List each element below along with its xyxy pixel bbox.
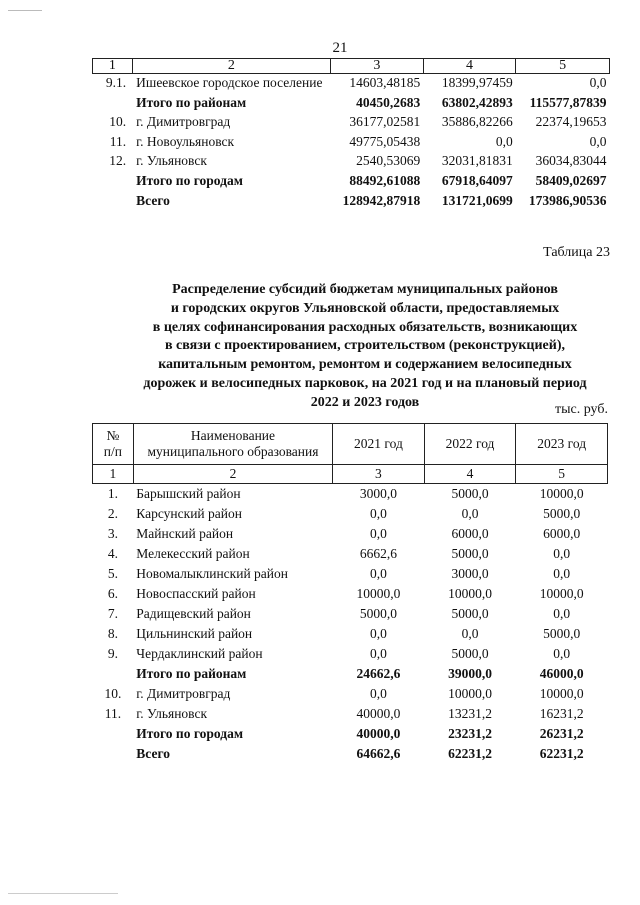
value-col4: 67918,64097 — [441, 172, 513, 188]
title-line: капитальным ремонтом, ремонтом и содержанием велосипедных — [158, 357, 572, 373]
header-name-cell — [133, 424, 332, 465]
value-2021: 6662,6 — [359, 546, 397, 561]
value-2023: 10000,0 — [539, 486, 584, 501]
value-col3: 36177,02581 — [349, 114, 421, 130]
value-col5: 58409,02697 — [535, 172, 607, 188]
row-number: 11. — [109, 133, 127, 149]
table-row — [93, 564, 608, 584]
row-number: 3. — [107, 526, 118, 541]
row-number: 10. — [109, 114, 127, 130]
table-row — [93, 644, 608, 664]
table-header-row — [93, 424, 608, 465]
table-row — [93, 724, 608, 744]
table-label: Таблица 23 — [543, 245, 610, 260]
row-name: Итого по районам — [136, 666, 247, 681]
scan-artifact-top — [8, 10, 42, 11]
row-name: Ишеевское городское поселение — [136, 75, 323, 90]
value-col5: 0,0 — [589, 133, 607, 149]
value-2023: 16231,2 — [539, 706, 584, 721]
header-year-2023: 2023 год — [516, 424, 608, 465]
value-2022: 0,0 — [461, 626, 479, 641]
value-2022: 6000,0 — [451, 526, 489, 541]
table-title — [60, 281, 640, 413]
table-row — [93, 504, 608, 524]
value-2021: 40000,0 — [356, 706, 401, 721]
row-number: 12. — [109, 153, 127, 169]
value-2021: 64662,6 — [356, 746, 401, 761]
table-row — [93, 684, 608, 704]
value-2021: 3000,0 — [359, 486, 397, 501]
table-row — [93, 744, 608, 764]
row-number: 10. — [104, 686, 122, 701]
index-cell: 3 — [333, 465, 425, 484]
value-2022: 3000,0 — [451, 566, 489, 581]
header-name-line1: Наименование — [190, 428, 276, 443]
table-row — [93, 584, 608, 604]
value-col4: 63802,42893 — [441, 94, 513, 110]
row-number: 7. — [107, 606, 118, 621]
value-2023: 62231,2 — [539, 746, 584, 761]
row-name: г. Новоульяновск — [136, 133, 235, 149]
title-line: 2022 и 2023 годов — [310, 394, 420, 410]
row-name: Майнский район — [136, 526, 234, 541]
value-2023: 0,0 — [553, 646, 571, 661]
index-cell: 5 — [516, 465, 608, 484]
header-cell: 4 — [423, 59, 516, 74]
value-2022: 39000,0 — [448, 666, 492, 681]
row-name: Барышский район — [136, 486, 241, 501]
column-index-row — [93, 465, 608, 484]
value-2023: 10000,0 — [539, 586, 584, 601]
row-number: 11. — [104, 706, 122, 721]
value-2022: 13231,2 — [448, 706, 492, 721]
table-row — [93, 704, 608, 724]
header-num-line2: п/п — [103, 444, 122, 459]
row-name: г. Ульяновск — [136, 153, 207, 169]
value-col3: 2540,53069 — [356, 153, 421, 169]
row-number: 2. — [107, 506, 118, 521]
value-col5: 173986,90536 — [528, 192, 607, 208]
header-cell: 1 — [93, 59, 133, 74]
header-year-2022: 2022 год — [424, 424, 516, 465]
value-2023: 5000,0 — [543, 506, 581, 521]
table-row — [93, 192, 610, 212]
value-col4: 131721,0699 — [441, 192, 513, 208]
value-2022: 5000,0 — [451, 486, 489, 501]
value-2023: 0,0 — [553, 606, 571, 621]
row-number — [93, 664, 134, 684]
row-number: 5. — [107, 566, 118, 581]
value-2023: 6000,0 — [543, 526, 581, 541]
table-row — [93, 172, 610, 192]
row-number: 8. — [107, 626, 118, 641]
index-cell: 2 — [133, 465, 332, 484]
value-2023: 0,0 — [553, 566, 571, 581]
row-name: Итого по городам — [136, 726, 244, 741]
value-col3: 14603,48185 — [349, 75, 421, 90]
value-2021: 0,0 — [369, 646, 387, 661]
value-2022: 10000,0 — [448, 586, 492, 601]
value-col5: 36034,83044 — [535, 153, 607, 169]
header-name-line2: муниципального образования — [147, 444, 319, 459]
value-col3: 40450,2683 — [356, 94, 421, 110]
row-number: 9.1. — [105, 75, 127, 90]
table-row — [93, 484, 608, 505]
header-num-line1: № — [106, 428, 120, 443]
value-2022: 0,0 — [461, 506, 479, 521]
title-line: Распределение субсидий бюджетам муниципальных районов — [172, 282, 558, 297]
row-name: г. Димитровград — [136, 114, 231, 130]
value-2022: 10000,0 — [448, 686, 492, 701]
value-2021: 40000,0 — [356, 726, 401, 741]
row-name: Чердаклинский район — [136, 646, 263, 661]
value-2022: 5000,0 — [451, 646, 489, 661]
row-number — [93, 172, 133, 192]
row-name: г. Ульяновск — [136, 706, 208, 721]
units-label: тыс. руб. — [555, 402, 608, 417]
header-year-2021: 2021 год — [333, 424, 425, 465]
header-num-cell — [93, 424, 134, 465]
value-col5: 0,0 — [589, 75, 607, 90]
table-row — [93, 544, 608, 564]
table-row — [93, 133, 610, 153]
value-col4: 32031,81831 — [441, 153, 513, 169]
row-name: Цильнинский район — [136, 626, 253, 641]
value-2021: 24662,6 — [356, 666, 401, 681]
row-name: Мелекесский район — [136, 546, 250, 561]
row-number: 4. — [107, 546, 118, 561]
table-row — [93, 604, 608, 624]
value-2021: 0,0 — [369, 506, 387, 521]
row-number — [93, 744, 134, 764]
header-cell: 5 — [516, 59, 610, 74]
row-name: Новоспасский район — [136, 586, 256, 601]
value-2023: 10000,0 — [539, 686, 584, 701]
value-2023: 0,0 — [553, 546, 571, 561]
row-name: Итого по районам — [136, 94, 247, 110]
table-header-row — [93, 59, 610, 74]
value-2021: 0,0 — [369, 526, 387, 541]
row-name: Всего — [136, 192, 170, 208]
value-col3: 128942,87918 — [342, 192, 421, 208]
page-number: 21 — [332, 40, 348, 56]
row-name: г. Димитровград — [136, 686, 231, 701]
row-name: Карсунский район — [136, 506, 242, 521]
table-row — [93, 94, 610, 114]
title-line: и городских округов Ульяновской области, предоставляемых — [170, 300, 560, 316]
row-name: Радищевский район — [136, 606, 251, 621]
table-row — [93, 624, 608, 644]
value-col4: 18399,97459 — [441, 75, 513, 90]
title-line: в связи с проектированием, строительством (реконструкцией), — [165, 338, 565, 354]
table-row — [93, 113, 610, 133]
value-2022: 23231,2 — [448, 726, 492, 741]
header-cell: 3 — [331, 59, 424, 74]
value-2021: 5000,0 — [359, 606, 397, 621]
value-2021: 0,0 — [369, 566, 387, 581]
value-2023: 46000,0 — [539, 666, 584, 681]
subsidy-table — [92, 423, 608, 764]
value-col4: 0,0 — [495, 133, 513, 149]
title-line: дорожек и велосипедных парковок, на 2021 год и на плановый период — [143, 375, 587, 391]
value-col3: 88492,61088 — [349, 172, 421, 188]
header-cell: 2 — [132, 59, 330, 74]
row-name: Итого по городам — [136, 172, 243, 188]
title-line: в целях софинансирования расходных обязательств, возникающих — [152, 319, 578, 335]
index-cell: 4 — [424, 465, 516, 484]
row-number: 6. — [107, 586, 118, 601]
scan-artifact-bottom — [8, 893, 118, 894]
continued-table — [92, 58, 610, 211]
row-number — [93, 724, 134, 744]
value-2022: 5000,0 — [451, 546, 489, 561]
value-col5: 115577,87839 — [529, 94, 607, 110]
value-col3: 49775,05438 — [349, 133, 421, 149]
value-2021: 0,0 — [369, 686, 387, 701]
row-number — [93, 94, 133, 114]
value-2023: 5000,0 — [543, 626, 581, 641]
row-number — [93, 192, 133, 212]
index-cell: 1 — [93, 465, 134, 484]
row-number: 1. — [107, 486, 118, 501]
table-row — [93, 524, 608, 544]
value-2022: 5000,0 — [451, 606, 489, 621]
row-number: 9. — [107, 646, 118, 661]
value-2021: 0,0 — [369, 626, 387, 641]
table-row — [93, 152, 610, 172]
row-name: Новомалыклинский район — [136, 566, 289, 581]
value-col5: 22374,19653 — [535, 114, 607, 130]
row-name: Всего — [136, 746, 170, 761]
value-2021: 10000,0 — [356, 586, 401, 601]
value-2022: 62231,2 — [448, 746, 492, 761]
value-col4: 35886,82266 — [441, 114, 513, 130]
table-row — [93, 664, 608, 684]
value-2023: 26231,2 — [539, 726, 584, 741]
table-row — [93, 74, 610, 94]
